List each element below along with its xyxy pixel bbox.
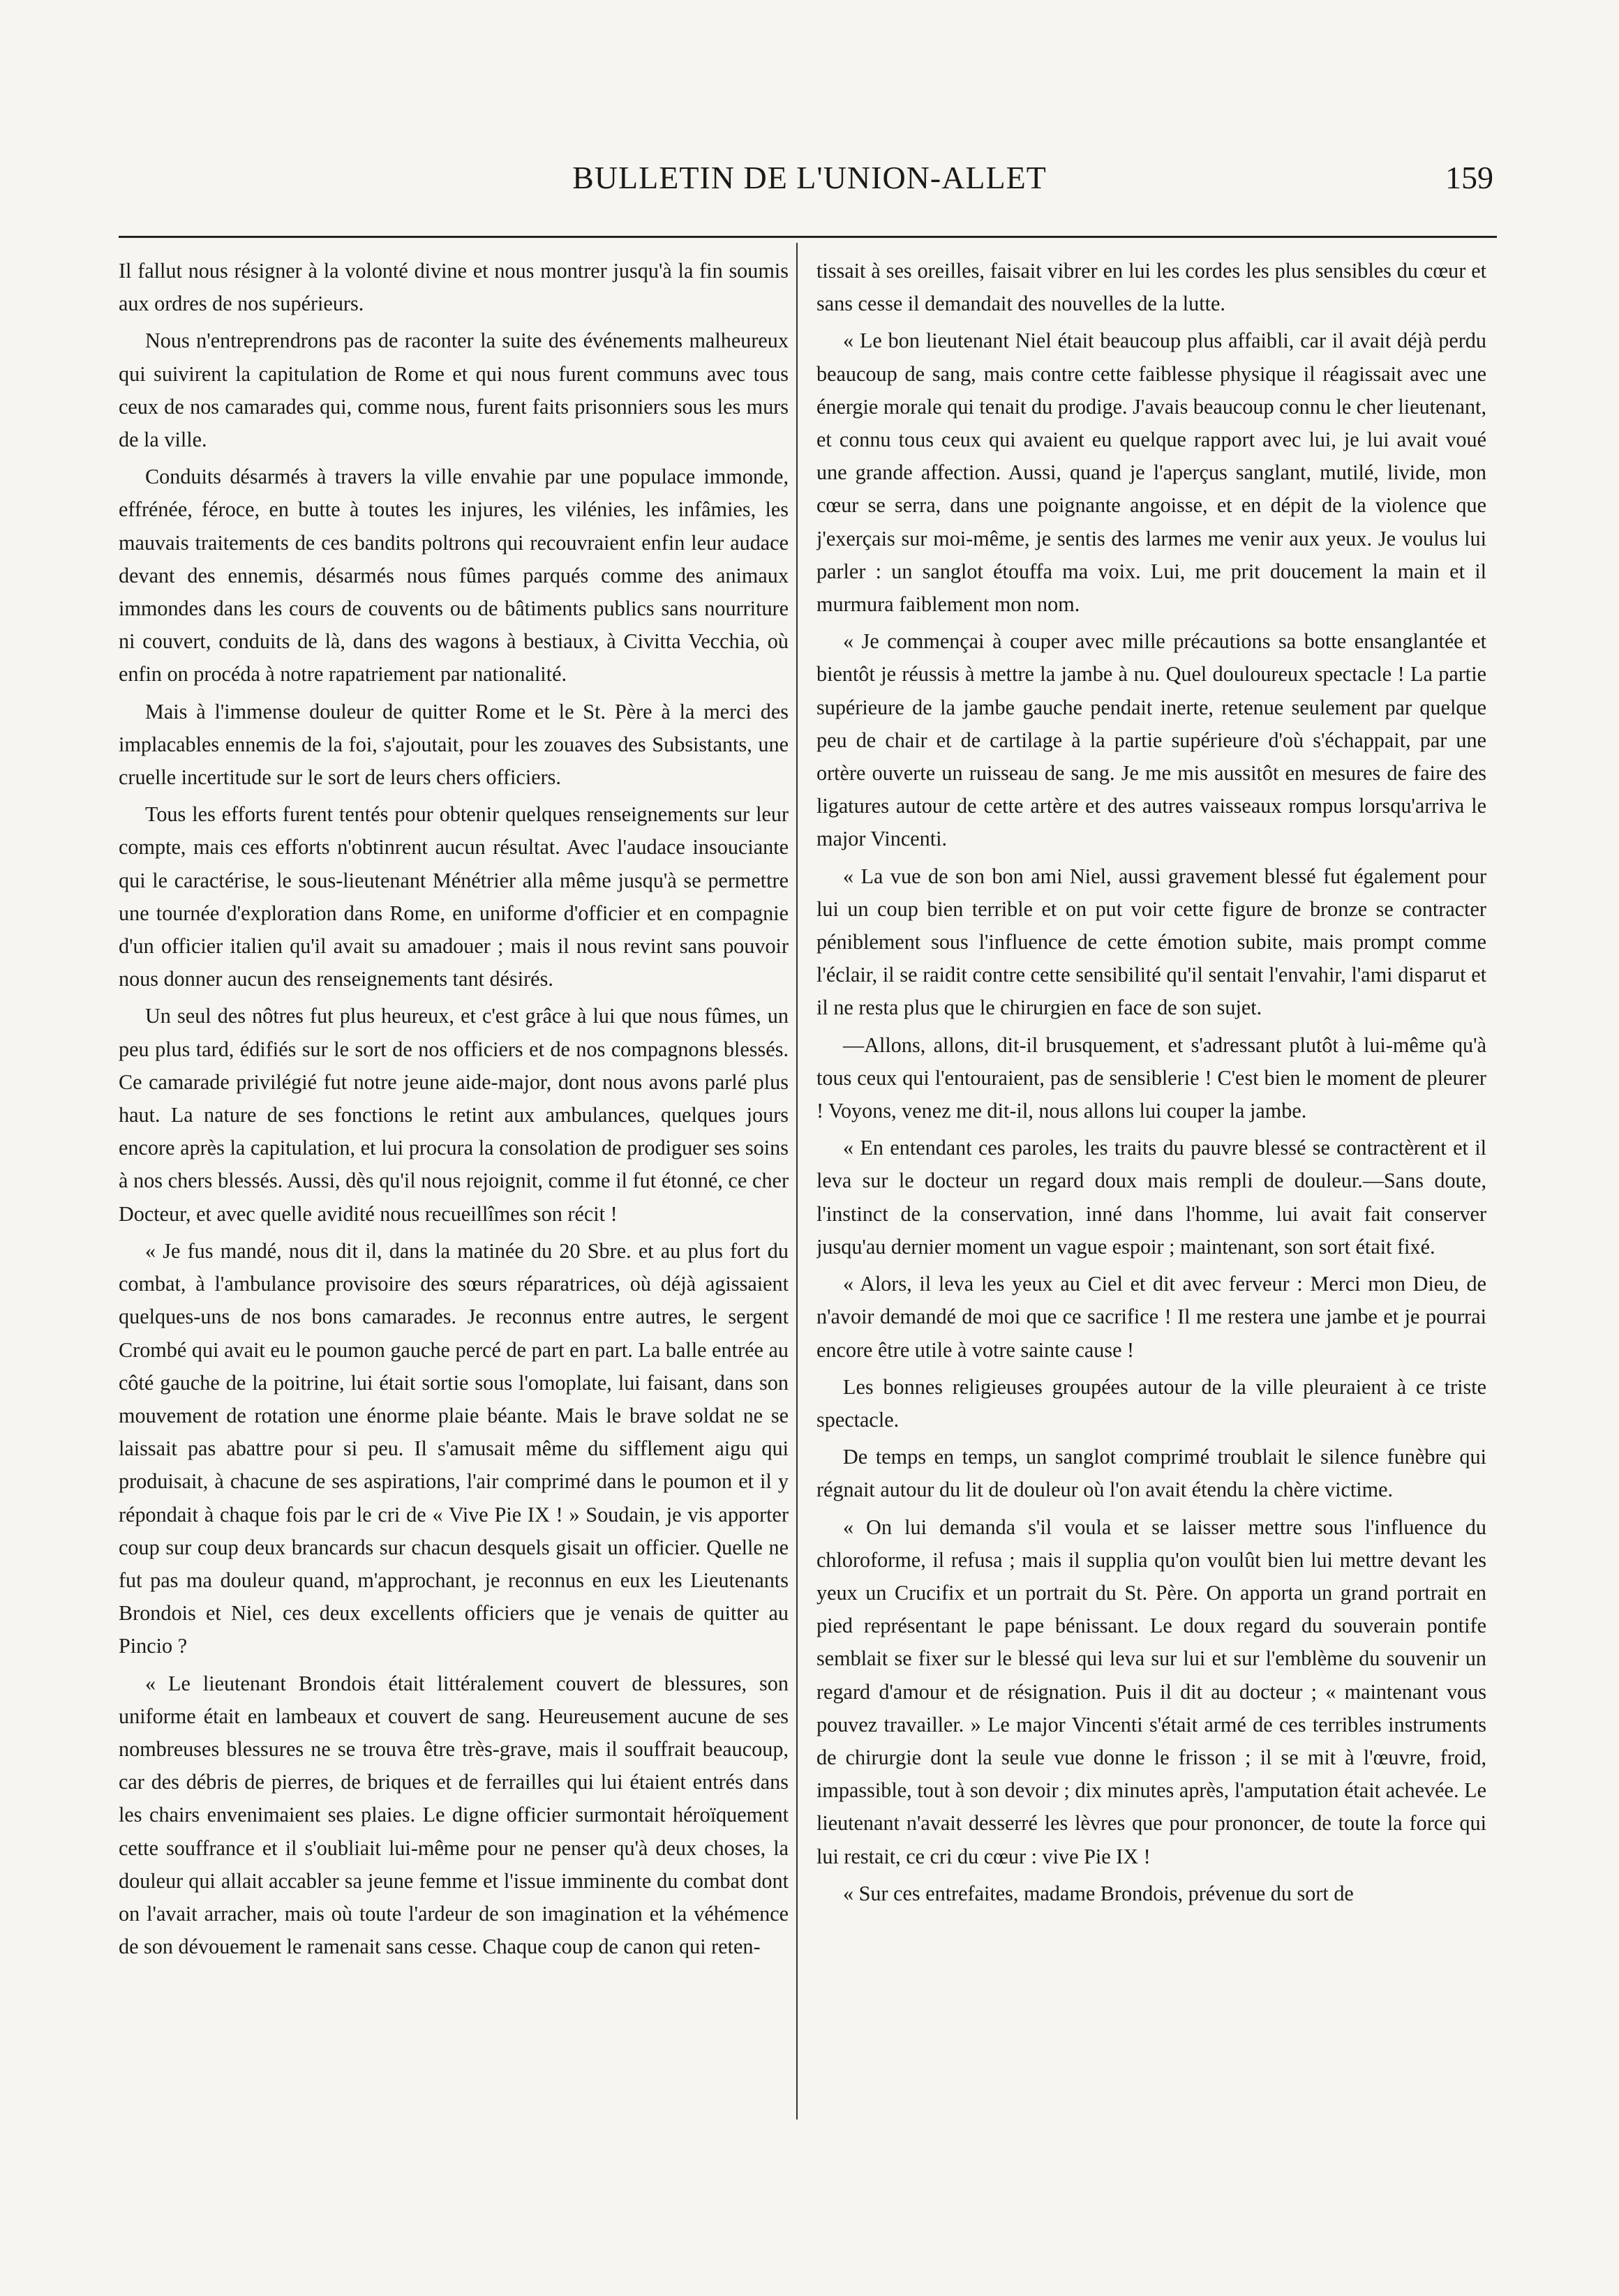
paragraph: Un seul des nôtres fut plus heureux, et c'est grâce à lui que nous fûmes, un peu plus tard, édifiés sur le sort de nos officiers et de nos compagnons blessés. Ce camarade privilégié fut notre jeune aide-major, dont nous avons parlé plus haut. La nature de ses fonctions le retint aux ambulances, quelques jours encore après la capitulation, et lui procura la consolation de prodiguer ses soins à nos chers blessés. Aussi, dès qu'il nous rejoignit, comme il fut étonné, ce cher Docteur, et avec quelle avidité nous recueillîmes son récit ! [119, 1004, 789, 1226]
paragraph: Il fallut nous résigner à la volonté divine et nous montrer jusqu'à la fin soumis aux ordres de nos supérieurs. [119, 259, 789, 316]
column-divider [796, 243, 798, 2119]
paragraph: « Sur ces entrefaites, madame Brondois, prévenue du sort de [843, 1881, 1354, 1905]
paragraph: De temps en temps, un sanglot comprimé troublait le silence funèbre qui régnait autour du lit de douleur où l'on avait étendu la chère victime. [816, 1445, 1486, 1502]
paragraph: « Le bon lieutenant Niel était beaucoup plus affaibli, car il avait déjà perdu beaucoup de sang, mais contre cette faiblesse physique il réagissait avec une énergie morale qui tenait du prodige. J'avais beaucoup connu le cher lieutenant, et connu tous ceux qui avaient eu quelque rapport avec lui, je lui avait voué une grande affection. Aussi, quand je l'aperçus sanglant, mutilé, livide, mon cœur se serra, dans une poignante angoisse, et en dépit de la violence que j'exerçais sur moi-même, je sentis des larmes me venir aux yeux. Je voulus lui parler : un sanglot étouffa ma voix. Lui, me prit doucement la main et il murmura faiblement mon nom. [816, 329, 1486, 617]
paragraph: —Allons, allons, dit-il brusquement, et s'adressant plutôt à lui-même qu'à tous ceux qui l'entouraient, pas de sensiblerie ! C'est bien le moment de pleurer ! Voyons, venez me dit-il, nous allons lui couper la jambe. [816, 1033, 1486, 1123]
paragraph: « En entendant ces paroles, les traits du pauvre blessé se contractèrent et il leva sur le docteur un regard doux mais rempli de douleur.—Sans doute, l'instinct de la conservation, inné dans l'homme, lui avait fait conserver jusqu'au dernier moment un vague espoir ; maintenant, son sort était fixé. [816, 1136, 1486, 1259]
paragraph: « Alors, il leva les yeux au Ciel et dit avec ferveur : Merci mon Dieu, de n'avoir demandé de moi que ce sacrifice ! Il me restera une jambe et je pourrai encore être utile à votre sainte cause ! [816, 1272, 1486, 1362]
paragraph: « On lui demanda s'il voula et se laisser mettre sous l'influence du chloroforme, il refusa ; mais il supplia qu'on voulût bien lui mettre devant les yeux un Crucifix et un portrait du St. Père. On apporta un grand portrait en pied représentant le pape bénissant. Le doux regard du souverain pontife semblait se fixer sur le blessé qui leva sur lui et sur l'emblème du souvenir un regard d'amour et de résignation. Puis il dit au docteur ; « maintenant vous pouvez travailler. » Le major Vincenti s'était armé de ces terribles instruments de chirurgie dont la seule vue donne le frisson ; il se mit à l'œuvre, froid, impassible, tout à son devoir ; dix minutes après, l'amputation était achevée. Le lieutenant n'avait desserré les lèvres que pour prononcer, de toute la force qui lui restait, ce cri du cœur : vive Pie IX ! [816, 1515, 1486, 1868]
paragraph: Conduits désarmés à travers la ville envahie par une populace immonde, effrénée, féroce, en butte à toutes les injures, les vilénies, les infâmies, les mauvais traitements de ces bandits poltrons qui recouvraient enfin leur audace devant des ennemis, désarmés nous fûmes parqués comme des animaux immondes dans les cours de couvents ou de bâtiments publics sans nourriture ni couvert, conduits de là, dans des wagons à bestiaux, à Civitta Vecchia, où enfin on procéda à notre rapatriement par nationalité. [119, 465, 789, 686]
page-number: 159 [1445, 160, 1493, 195]
paragraph: « Le lieutenant Brondois était littéralement couvert de blessures, son uniforme était en lambeaux et couvert de sang. Heureusement aucune de ses nombreuses blessures ne se trouva être très-grave, mais il souffrait beaucoup, car des débris de pierres, de briques et de ferrailles qui lui étaient entrés dans les chairs envenimaient ses plaies. Le digne officier surmontait héroïquement cette souffrance et il s'oubliait lui-même pour ne penser qu'à deux choses, la douleur qui allait accabler sa jeune femme et l'issue imminente du combat dont on l'avait arracher, mais où toute l'ardeur de son imagination et la véhémence de son dévouement le ramenait sans cesse. Chaque coup de canon qui reten- [119, 1671, 789, 1959]
paragraph: Nous n'entreprendrons pas de raconter la suite des événements malheureux qui suivirent la capitulation de Rome et qui nous furent communs avec tous ceux de nos camarades qui, comme nous, furent faits prisonniers sous les murs de la ville. [119, 329, 789, 452]
right-column [816, 255, 1486, 2138]
paragraph: tissait à ses oreilles, faisait vibrer en lui les cordes les plus sensibles du cœur et sans cesse il demandait des nouvelles de la lutte. [816, 259, 1486, 316]
paragraph: Les bonnes religieuses groupées autour de la ville pleuraient à ce triste spectacle. [816, 1374, 1486, 1432]
running-title: BULLETIN DE L'UNION-ALLET [572, 160, 1047, 195]
paragraph: Mais à l'immense douleur de quitter Rome et le St. Père à la merci des implacables ennemis de la foi, s'ajoutait, pour les zouaves des Subsistants, une cruelle incertitude sur le sort de leurs chers officiers. [119, 699, 789, 790]
header-rule [119, 236, 1497, 238]
page-header [119, 159, 1500, 204]
paragraph: « Je fus mandé, nous dit il, dans la matinée du 20 Sbre. et au plus fort du combat, à l'ambulance provisoire des sœurs réparatrices, où déjà agissaient quelques-uns de nos bons camarades. Je reconnus entre autres, le sergent Crombé qui avait eu le poumon gauche percé de part en part. La balle entrée au côté gauche de la poitrine, lui était sortie sous l'omoplate, lui faisant, dans son mouvement de rotation une énorme plaie béante. Mais le brave soldat ne se laissait pas abattre pour si peu. Il s'amusait même du sifflement aigu qui produisait, à chacune de ses aspirations, l'air comprimé dans le poumon et il y répondait à chaque fois par le cri de « Vive Pie IX ! » Soudain, je vis apporter coup sur coup deux brancards sur chacun desquels gisait un officier. Quelle ne fut pas ma douleur quand, m'approchant, je reconnus en eux les Lieutenants Brondois et Niel, ces deux excellents officiers que je venais de quitter au Pincio ? [119, 1238, 789, 1658]
paragraph: « Je commençai à couper avec mille précautions sa botte ensanglantée et bientôt je réussis à mettre la jambe à nu. Quel douloureux spectacle ! La partie supérieure de la jambe gauche pendait inerte, retenue seulement par quelque peu de chair et de cartilage à la partie supérieure d'où s'échappait, par une ortère ouverte un ruisseau de sang. Je me mis aussitôt en mesures de faire des ligatures autour de cette artère et des autres vaisseaux rompus lorsqu'arriva le major Vincenti. [816, 629, 1486, 851]
paragraph: Tous les efforts furent tentés pour obtenir quelques renseignements sur leur compte, mais ces efforts n'obtinrent aucun résultat. Avec l'audace insouciante qui le caractérise, le sous-lieutenant Ménétrier alla même jusqu'à se permettre une tournée d'exploration dans Rome, en uniforme d'officier et en compagnie d'un officier italien qu'il avait su amadouer ; mais il nous revint sans pouvoir nous donner aucun des renseignements tant désirés. [119, 802, 789, 991]
left-column [119, 255, 789, 2138]
paragraph: « La vue de son bon ami Niel, aussi gravement blessé fut également pour lui un coup bien terrible et on put voir cette figure de bronze se contracter péniblement sous l'influence de cette émotion subite, mais prompt comme l'éclair, il se raidit contre cette sensibilité qu'il sentait l'envahir, l'ami disparut et il ne resta plus que le chirurgien en face de son sujet. [816, 864, 1486, 1020]
